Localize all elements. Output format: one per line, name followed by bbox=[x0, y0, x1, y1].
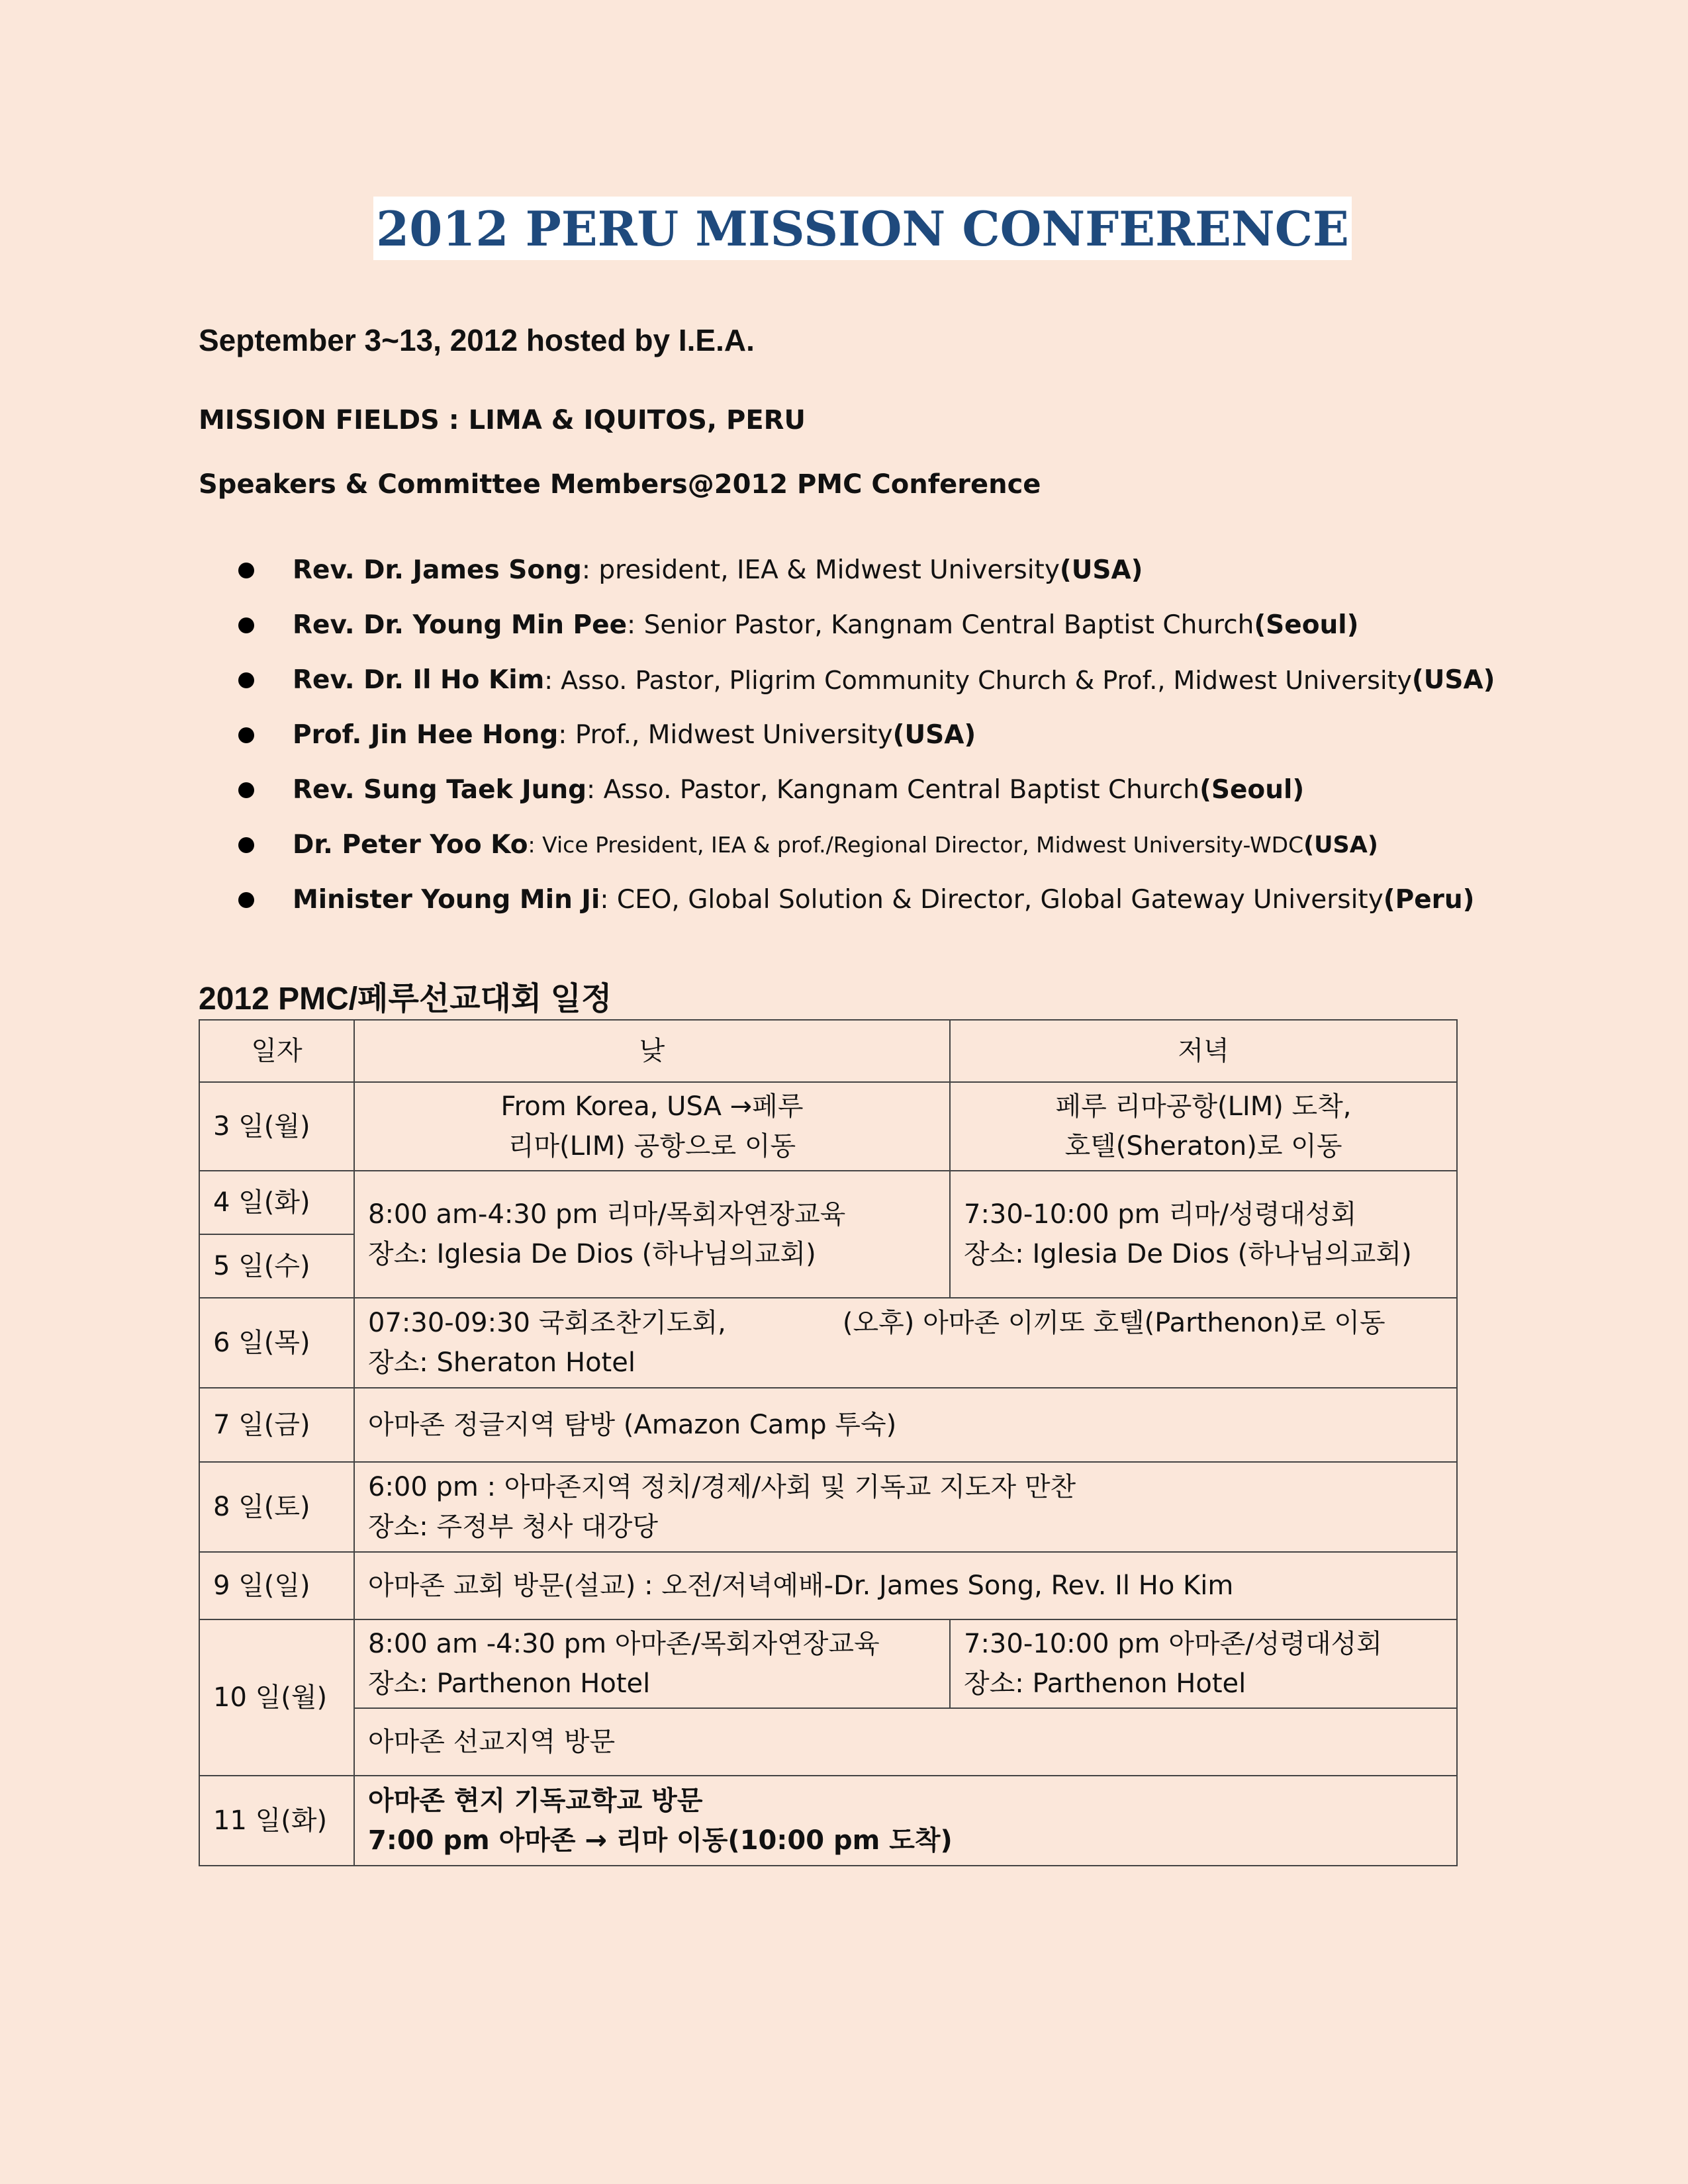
speaker-name: Rev. Dr. Young Min Pee bbox=[293, 610, 628, 640]
day-line: From Korea, USA →페루 bbox=[500, 1091, 804, 1122]
activity: 아마존 교회 방문(설교) : 오전/저녁예배-Dr. James Song, Rev. Il Ho Kim bbox=[354, 1552, 1457, 1619]
speaker-role: : Asso. Pastor, Pligrim Community Church & Prof., Midwest University bbox=[544, 665, 1412, 695]
day-activity bbox=[354, 1619, 950, 1708]
speaker-org: (USA) bbox=[892, 720, 976, 750]
day-line: 리마(LIM) 공항으로 이동 bbox=[508, 1131, 796, 1161]
table-row bbox=[199, 1619, 1457, 1708]
table-header-row bbox=[199, 1020, 1457, 1082]
speaker-org: (Peru) bbox=[1383, 885, 1475, 915]
speaker-role: : CEO, Global Solution & Director, Global Gateway University bbox=[600, 885, 1383, 915]
evening-activity bbox=[950, 1171, 1457, 1298]
activity-line: 6:00 pm : 아마존지역 정치/경제/사회 및 기독교 지도자 만찬 bbox=[368, 1472, 1076, 1502]
speaker-item bbox=[238, 817, 1495, 872]
activity bbox=[354, 1776, 1457, 1866]
table-row bbox=[199, 1776, 1457, 1866]
row-date: 9 일(일) bbox=[199, 1552, 354, 1619]
evening-activity bbox=[950, 1082, 1457, 1171]
speaker-name: Rev. Sung Taek Jung bbox=[293, 775, 587, 805]
speaker-item bbox=[238, 543, 1495, 598]
evening-line: 페루 리마공항(LIM) 도착, bbox=[1055, 1091, 1352, 1122]
bullet-icon bbox=[238, 782, 254, 798]
activity-line: 장소: 주정부 청사 대강당 bbox=[368, 1512, 659, 1542]
speaker-org: (Seoul) bbox=[1199, 775, 1305, 805]
speaker-role: : Vice President, IEA & prof./Regional Director, Midwest University-WDC bbox=[528, 832, 1304, 858]
page-title: 2012 PERU MISSION CONFERENCE bbox=[376, 200, 1349, 257]
row-date: 7 일(금) bbox=[199, 1388, 354, 1462]
speaker-item bbox=[238, 707, 1495, 762]
evening-line: 장소: Iglesia De Dios (하나님의교회) bbox=[964, 1239, 1412, 1269]
speaker-name: Prof. Jin Hee Hong bbox=[293, 720, 559, 750]
evening-line: 호텔(Sheraton)로 이동 bbox=[1064, 1131, 1342, 1161]
bullet-icon bbox=[238, 617, 254, 633]
day-line: 장소: Iglesia De Dios (하나님의교회) bbox=[368, 1239, 816, 1269]
column-header-evening: 저녁 bbox=[950, 1020, 1457, 1082]
speakers-heading: Speakers & Committee Members@2012 PMC Conference bbox=[199, 469, 1041, 500]
activity: 아마존 선교지역 방문 bbox=[354, 1708, 1457, 1776]
speaker-org: (USA) bbox=[1059, 555, 1143, 585]
activity-line: 아마존 현지 기독교학교 방문 bbox=[368, 1786, 703, 1816]
evening-line: 7:30-10:00 pm 리마/성령대성회 bbox=[964, 1199, 1357, 1230]
day-activity bbox=[354, 1171, 950, 1298]
table-row bbox=[199, 1708, 1457, 1776]
mission-fields: MISSION FIELDS : LIMA & IQUITOS, PERU bbox=[199, 405, 806, 435]
speaker-role: : Senior Pastor, Kangnam Central Baptist Church bbox=[627, 610, 1254, 640]
table-row bbox=[199, 1462, 1457, 1552]
speaker-item bbox=[238, 762, 1495, 817]
table-row bbox=[199, 1082, 1457, 1171]
day-line: 8:00 am-4:30 pm 리마/목회자연장교육 bbox=[368, 1199, 846, 1230]
schedule-heading: 2012 PMC/페루선교대회 일정 bbox=[199, 981, 612, 1017]
evening-line: 장소: Parthenon Hotel bbox=[964, 1668, 1246, 1699]
schedule-table bbox=[199, 1019, 1458, 1866]
bullet-icon bbox=[238, 892, 254, 908]
evening-line: 7:30-10:00 pm 아마존/성령대성회 bbox=[964, 1629, 1382, 1659]
table-row bbox=[199, 1388, 1457, 1462]
column-header-day: 낮 bbox=[354, 1020, 950, 1082]
row-date: 4 일(화) bbox=[199, 1171, 354, 1234]
speaker-org: (USA) bbox=[1411, 665, 1495, 695]
speaker-role: : Prof., Midwest University bbox=[558, 720, 893, 750]
bullet-icon bbox=[238, 837, 254, 853]
activity bbox=[354, 1462, 1457, 1552]
activity-line bbox=[368, 1303, 1443, 1343]
speaker-list bbox=[238, 543, 1495, 927]
row-date: 5 일(수) bbox=[199, 1234, 354, 1298]
conference-dates: September 3~13, 2012 hosted by I.E.A. bbox=[199, 323, 755, 357]
speaker-name: Rev. Dr. James Song bbox=[293, 555, 582, 585]
activity-text: (오후) 아마존 이끼또 호텔(Parthenon)로 이동 bbox=[842, 1308, 1385, 1338]
activity: 아마존 정글지역 탐방 (Amazon Camp 투숙) bbox=[354, 1388, 1457, 1462]
bullet-icon bbox=[238, 563, 254, 578]
row-date: 11 일(화) bbox=[199, 1776, 354, 1866]
evening-activity bbox=[950, 1619, 1457, 1708]
day-line: 8:00 am -4:30 pm 아마존/목회자연장교육 bbox=[368, 1629, 880, 1659]
row-date: 8 일(토) bbox=[199, 1462, 354, 1552]
table-row bbox=[199, 1298, 1457, 1388]
column-header-date: 일자 bbox=[199, 1020, 354, 1082]
speaker-name: Rev. Dr. Il Ho Kim bbox=[293, 665, 545, 695]
speaker-name: Minister Young Min Ji bbox=[293, 885, 600, 915]
table-row bbox=[199, 1552, 1457, 1619]
activity-line: 7:00 pm 아마존 → 리마 이동(10:00 pm 도착) bbox=[368, 1825, 953, 1856]
activity bbox=[354, 1298, 1457, 1388]
speaker-org: (USA) bbox=[1303, 831, 1378, 858]
speaker-role: : president, IEA & Midwest University bbox=[581, 555, 1060, 585]
row-date: 10 일(월) bbox=[199, 1619, 354, 1776]
speaker-org: (Seoul) bbox=[1254, 610, 1359, 640]
speaker-item bbox=[238, 598, 1495, 653]
activity-line: 장소: Sheraton Hotel bbox=[368, 1347, 635, 1378]
bullet-icon bbox=[238, 672, 254, 688]
speaker-item bbox=[238, 653, 1495, 707]
row-date: 3 일(월) bbox=[199, 1082, 354, 1171]
speaker-role: : Asso. Pastor, Kangnam Central Baptist Church bbox=[586, 775, 1200, 805]
speaker-name: Dr. Peter Yoo Ko bbox=[293, 830, 528, 860]
row-date: 6 일(목) bbox=[199, 1298, 354, 1388]
table-row bbox=[199, 1171, 1457, 1234]
speaker-item bbox=[238, 872, 1495, 927]
day-line: 장소: Parthenon Hotel bbox=[368, 1668, 651, 1699]
bullet-icon bbox=[238, 727, 254, 743]
activity-text: 07:30-09:30 국회조찬기도회, bbox=[368, 1308, 726, 1338]
day-activity bbox=[354, 1082, 950, 1171]
